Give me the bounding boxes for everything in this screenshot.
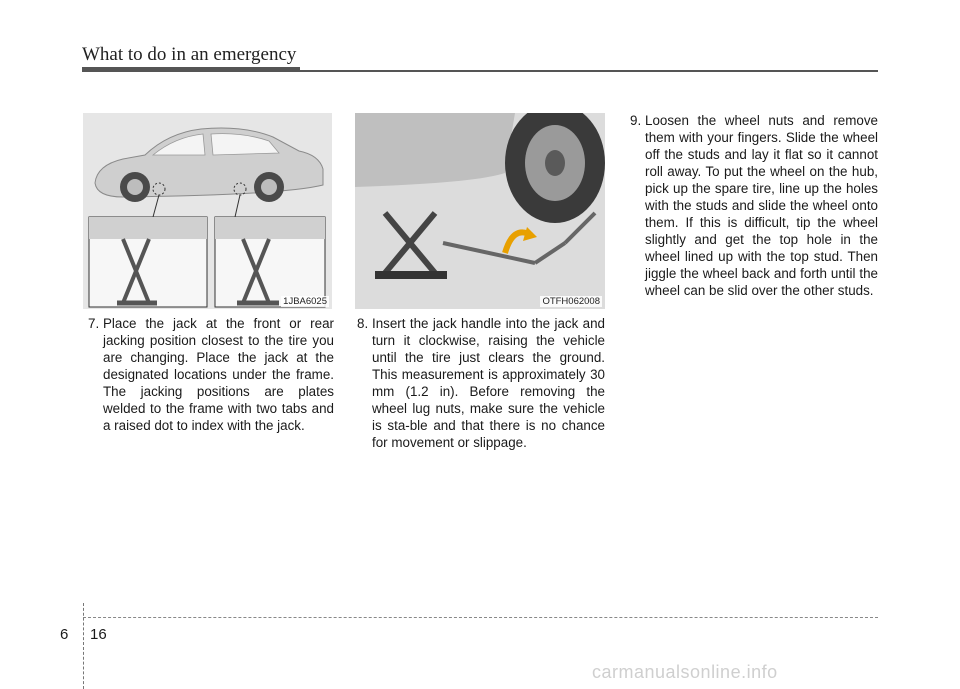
step-7 [88, 315, 334, 434]
figure-jack-handle [355, 113, 605, 309]
step-text: Insert the jack handle into the jack and turn it clockwise, raising the vehicle until the tire just clears the ground. This measurement is approximately 30 mm (1.2 in). Before removing the wheel lug nuts, make sure the vehicle is sta-ble and that there is no chance for movement or slippage. [372, 316, 605, 450]
step-number: 7. [88, 316, 100, 331]
step-text: Loosen the wheel nuts and remove them with your fingers. Slide the wheel off the studs and lay it flat so it cannot roll away. To put the wheel on the hub, pick up the spare tire, line up the holes with the studs and slide the wheel onto them. If this is difficult, tip the wheel slightly and get the top hole in the wheel lined up with the top stud. Then jiggle the wheel back and forth until the wheel can be slid over the other studs. [645, 113, 878, 298]
section-title: What to do in an emergency [82, 44, 297, 65]
jack-handle-illustration [355, 113, 605, 309]
footer-vertical-rule [83, 603, 85, 689]
step-8 [357, 315, 605, 451]
footer-horizontal-rule [83, 617, 878, 618]
step-number: 8. [357, 316, 369, 331]
header-accent-bar [82, 67, 300, 72]
figure-code: OTFH062008 [542, 296, 600, 307]
step-number: 9. [630, 113, 642, 128]
chapter-number: 6 [60, 626, 69, 643]
figure-jacking-points [83, 113, 332, 309]
car-jack-illustration [83, 113, 332, 309]
figure-code: 1JBA6025 [283, 296, 327, 307]
header-rule [300, 70, 878, 72]
step-9 [630, 112, 878, 299]
watermark: carmanualsonline.info [592, 662, 778, 682]
page-number: 16 [90, 626, 107, 643]
step-text: Place the jack at the front or rear jacking position closest to the tire you are changing. Place the jack at the designated locations under the frame. The jacking positions are plates welded to the frame with two tabs and a raised dot to index with the jack. [103, 316, 334, 433]
